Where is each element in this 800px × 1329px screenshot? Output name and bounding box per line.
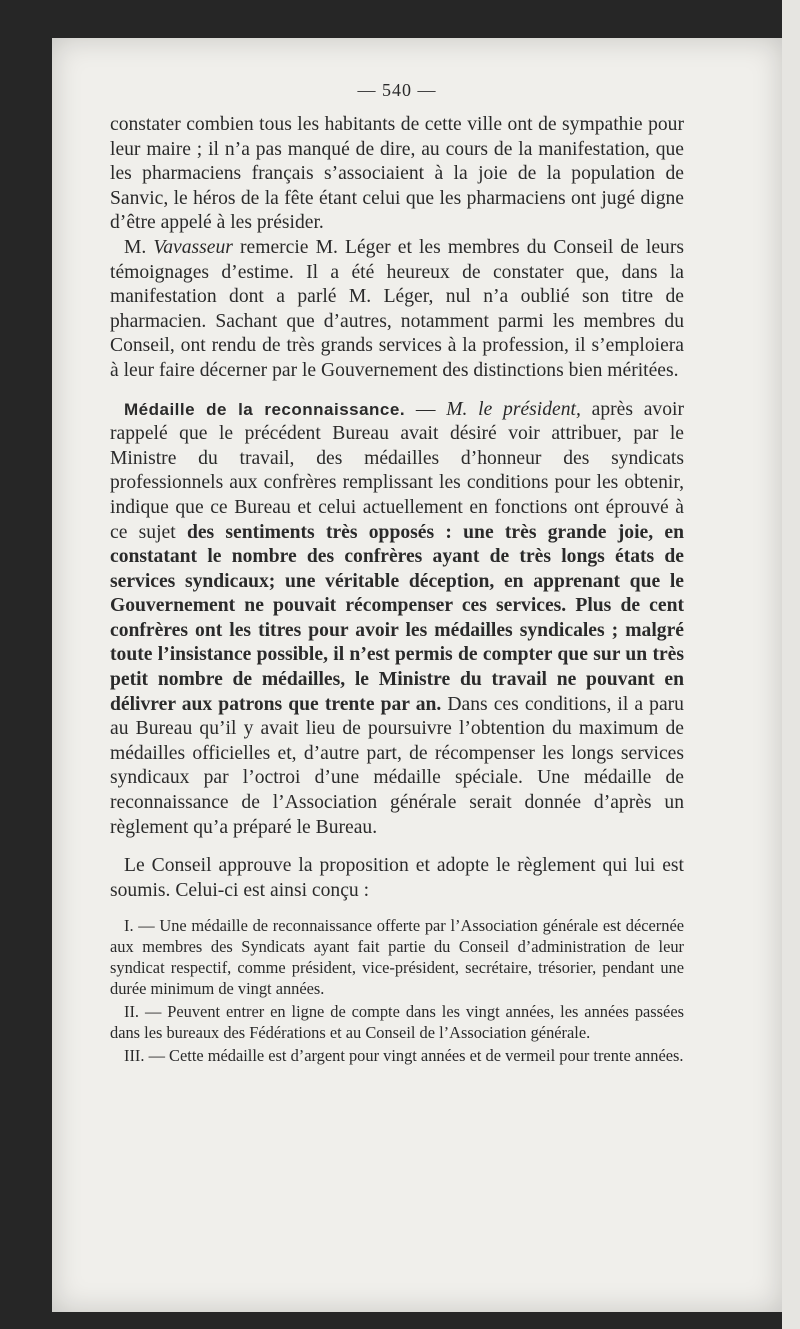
page-edge bbox=[782, 0, 800, 1329]
paragraph-medaille bbox=[110, 398, 684, 841]
heading-dash: — bbox=[405, 398, 447, 420]
article-2: II. — Peuvent entrer en ligne de compte dans les vingt années, les années passées dans les bureaux des Fédérations et au Conseil de l’Association générale. bbox=[110, 1002, 684, 1043]
section-heading: Médaille de la reconnaissance. bbox=[124, 399, 406, 419]
paragraph-sanvic: constater combien tous les habitants de cette ville ont de sympathie pour leur maire ; il n’a pas manqué de dire, au cours de la manifestation, que les pharmaciens français s’associaient à la joie de la population de Sanvic, le héros de la fête étant celui que les pharmaciens ont jugé digne d’être appelé à les présider. bbox=[110, 114, 684, 234]
medaille-bold: des sentiments très opposés : une très grande joie, en constatant le nombre des confrères ayant de très longs états de services syndicaux; une véritable déception, en apprenant que le Gouvernement ne pouvait récompenser ces services. Plus de cent confrères ont les titres pour avoir les médailles syndicales ; malgré toute l’insistance possible, il n’est permis de compter que sur un très petit nombre de médailles, le Ministre du travail ne pouvant en délivrer aux patrons que trente par an. bbox=[110, 521, 684, 715]
article-3: III. — Cette médaille est d’argent pour vingt années et de vermeil pour trente années. bbox=[124, 1046, 684, 1066]
vavasseur-name: Vavasseur bbox=[153, 236, 233, 258]
vavasseur-rest: remercie M. Léger et les membres du Conseil de leurs témoignages d’estime. Il a été heureux de constater que, dans la manifestation dont a parlé M. Léger, nul n’a oublié son titre de pharmacien. Sachant que d’autres, notamment parmi les membres du Conseil, ont rendu de très grands services à la profession, il s’emploiera à leur faire décerner par le Gouvernement des distinctions bien méritées. bbox=[110, 236, 685, 381]
vavasseur-lead: M. bbox=[124, 236, 147, 258]
paragraph-vavasseur bbox=[110, 236, 684, 384]
medaille-intro: après avoir rappelé que le précédent Bureau avait désiré voir attribuer, par le Ministre du travail, des médailles d’honneur des syndicats professionnels aux confrères remplissant les conditions pour les obtenir, indique que ce Bureau et celui actuellement en fonctions ont éprouvé à ce sujet bbox=[110, 398, 684, 543]
paragraph-conseil: Le Conseil approuve la proposition et adopte le règlement qui lui est soumis. Celui-ci est ainsi conçu : bbox=[110, 855, 684, 901]
medaille-rest: Dans ces conditions, il a paru au Bureau qu’il y avait lieu de poursuivre l’obtention du maximum de médailles officielles et, d’autre part, de récompenser les longs services syndicaux par l’octroi d’une médaille spéciale. Une médaille de reconnaissance de l’Association générale serait donnée d’après un règlement qu’a préparé le Bureau. bbox=[110, 693, 684, 838]
page-text bbox=[110, 80, 684, 1066]
article-1: I. — Une médaille de reconnaissance offerte par l’Association générale est décernée aux membres des Syndicats ayant fait partie du Conseil d’administration de leur syndicat respectif, comme président, vice-président, secrétaire, trésorier, pendant une durée minimum de vingt années. bbox=[110, 916, 684, 999]
page-number: — 540 — bbox=[357, 80, 437, 100]
speaker: M. le président, bbox=[446, 398, 581, 420]
